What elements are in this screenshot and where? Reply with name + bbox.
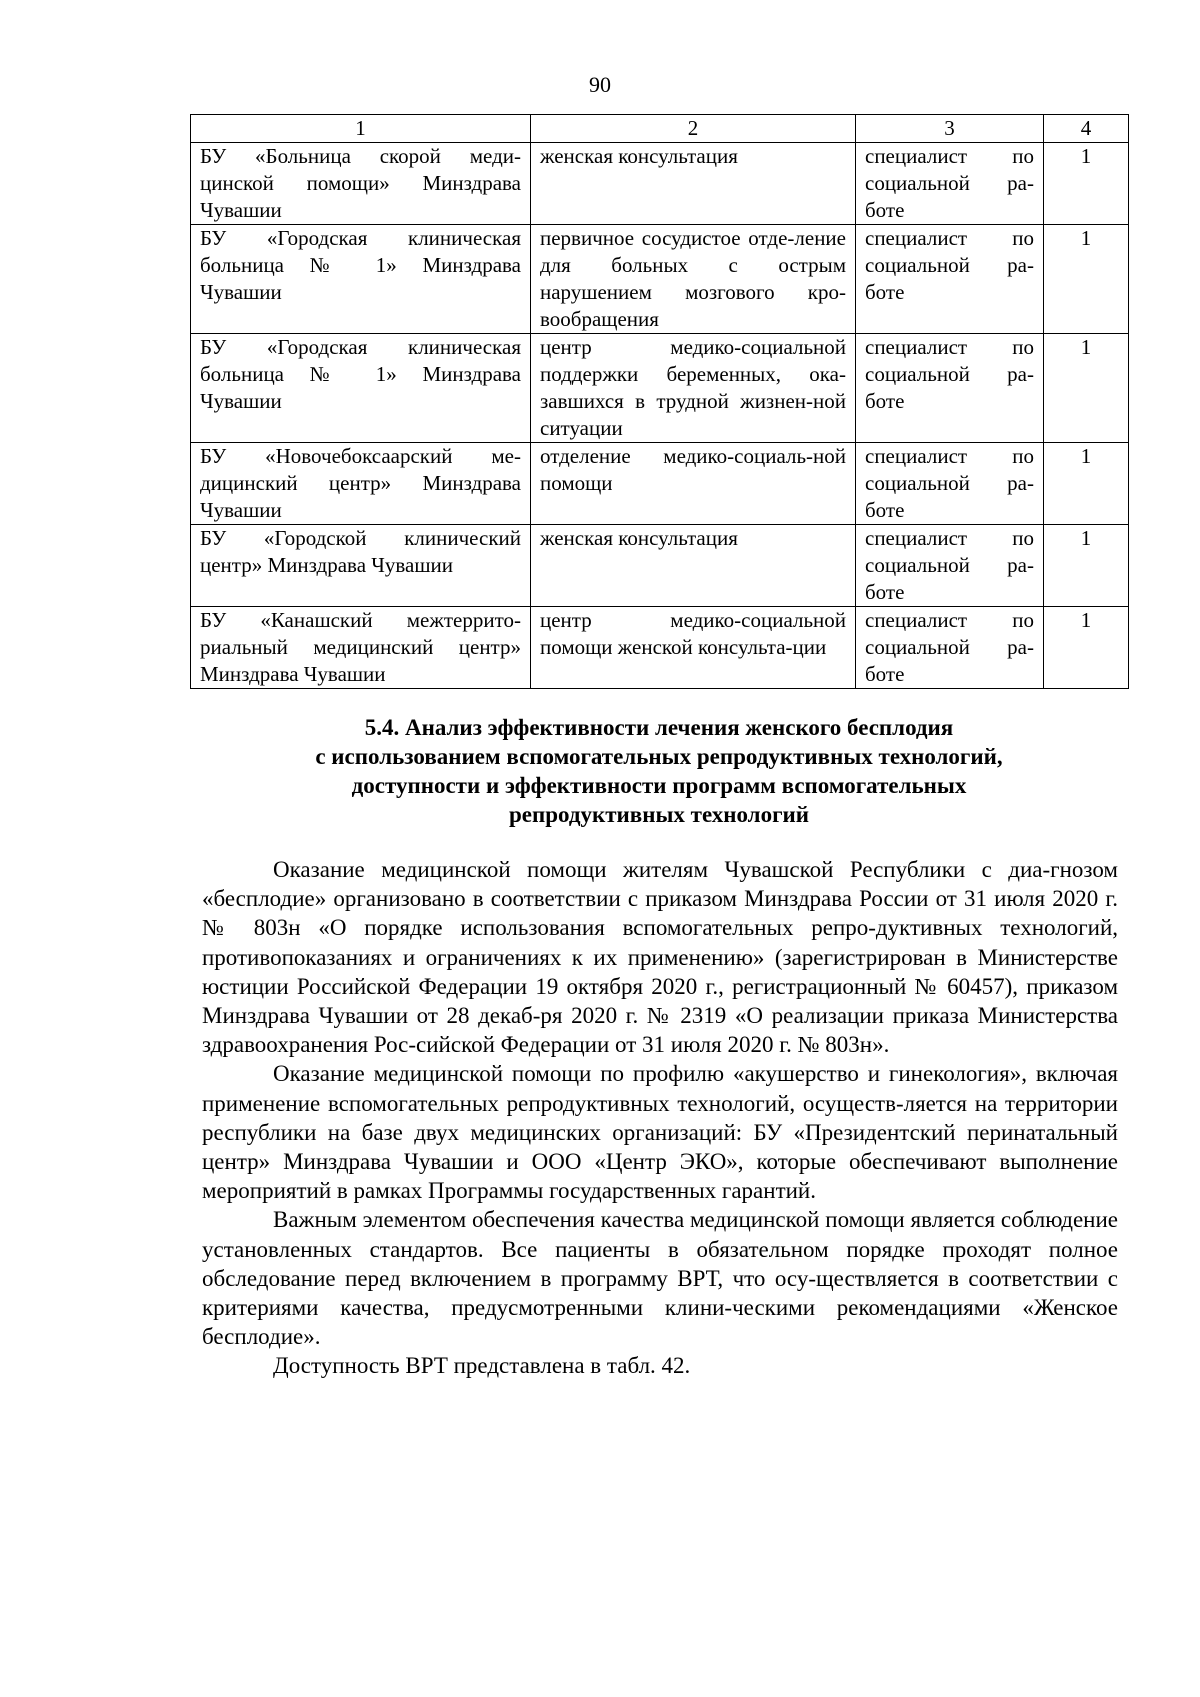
organization-cell: БУ «Больница скорой меди-цинской помощи» Минздрава Чувашии — [191, 143, 531, 225]
position-cell: специалист по социальной ра-боте — [856, 225, 1044, 334]
position-cell: специалист по социальной ра-боте — [856, 143, 1044, 225]
section-heading-line: с использованием вспомогательных репродуктивных технологий, — [315, 744, 1003, 769]
section-heading-line: 5.4. Анализ эффективности лечения женского бесплодия — [364, 715, 954, 740]
column-header-1: 1 — [191, 115, 531, 143]
organization-cell: БУ «Городская клиническая больница № 1» Минздрава Чувашии — [191, 334, 531, 443]
organization-cell: БУ «Канашский межтеррито-риальный медицинский центр» Минздрава Чувашии — [191, 607, 531, 689]
department-cell: центр медико-социальной поддержки беременных, ока-завшихся в трудной жизнен-ной ситуации — [531, 334, 856, 443]
staff-table — [190, 114, 1129, 689]
department-cell: женская консультация — [531, 525, 856, 607]
table-row — [191, 143, 1129, 225]
position-cell: специалист по социальной ра-боте — [856, 443, 1044, 525]
count-cell: 1 — [1044, 443, 1129, 525]
department-cell: женская консультация — [531, 143, 856, 225]
paragraph: Доступность ВРТ представлена в табл. 42. — [273, 1353, 691, 1379]
table-row — [191, 525, 1129, 607]
body-text — [202, 855, 1118, 1381]
column-header-3: 3 — [856, 115, 1044, 143]
page-number: 90 — [589, 72, 611, 97]
organization-cell: БУ «Новочебоксаарский ме-дицинский центр» Минздрава Чувашии — [191, 443, 531, 525]
position-cell: специалист по социальной ра-боте — [856, 607, 1044, 689]
department-cell: отделение медико-социаль-ной помощи — [531, 443, 856, 525]
count-cell: 1 — [1044, 525, 1129, 607]
paragraph: Оказание медицинской помощи жителям Чувашской Республики с диа-гнозом «бесплодие» организовано в соответствии с приказом Минздрава России от 31 июля 2020 г. № 803н «О порядке использования вспомогательных репро-дуктивных технологий, противопоказаниях и ограничениях к их применению» (зарегистрирован в Министерстве юстиции Российской Федерации 19 октября 2020 г., регистрационный № 60457), приказом Минздрава Чувашии от 28 декаб-ря 2020 г. № 2319 «О реализации приказа Министерства здравоохранения Рос-сийской Федерации от 31 июля 2020 г. № 803н». — [202, 857, 1118, 1058]
position-cell: специалист по социальной ра-боте — [856, 334, 1044, 443]
count-cell: 1 — [1044, 334, 1129, 443]
position-cell: специалист по социальной ра-боте — [856, 525, 1044, 607]
organization-cell: БУ «Городской клинический центр» Минздрава Чувашии — [191, 525, 531, 607]
paragraph: Важным элементом обеспечения качества медицинской помощи является соблюдение установленных стандартов. Все пациенты в обязательном порядке проходят полное обследование перед включением в программу ВРТ, что осу-ществляется в соответствии с критериями качества, предусмотренными клини-ческими рекомендациями «Женское бесплодие». — [202, 1207, 1118, 1350]
table-header-row — [191, 115, 1129, 143]
table-row — [191, 225, 1129, 334]
count-cell: 1 — [1044, 607, 1129, 689]
table-row — [191, 443, 1129, 525]
department-cell: центр медико-социальной помощи женской консульта-ции — [531, 607, 856, 689]
section-heading-line: доступности и эффективности программ вспомогательных — [351, 773, 967, 798]
paragraph: Оказание медицинской помощи по профилю «акушерство и гинекология», включая применение вспомогательных репродуктивных технологий, осуществ-ляется на территории республики на базе двух медицинских организаций: БУ «Президентский перинатальный центр» Минздрава Чувашии и ООО «Центр ЭКО», которые обеспечивают выполнение мероприятий в рамках Программы государственных гарантий. — [202, 1061, 1118, 1204]
count-cell: 1 — [1044, 143, 1129, 225]
table-row — [191, 607, 1129, 689]
section-heading — [190, 713, 1128, 829]
department-cell: первичное сосудистое отде-ление для больных с острым нарушением мозгового кро-вообращения — [531, 225, 856, 334]
table-row — [191, 334, 1129, 443]
column-header-2: 2 — [531, 115, 856, 143]
column-header-4: 4 — [1044, 115, 1129, 143]
organization-cell: БУ «Городская клиническая больница № 1» Минздрава Чувашии — [191, 225, 531, 334]
count-cell: 1 — [1044, 225, 1129, 334]
section-heading-line: репродуктивных технологий — [508, 802, 810, 827]
